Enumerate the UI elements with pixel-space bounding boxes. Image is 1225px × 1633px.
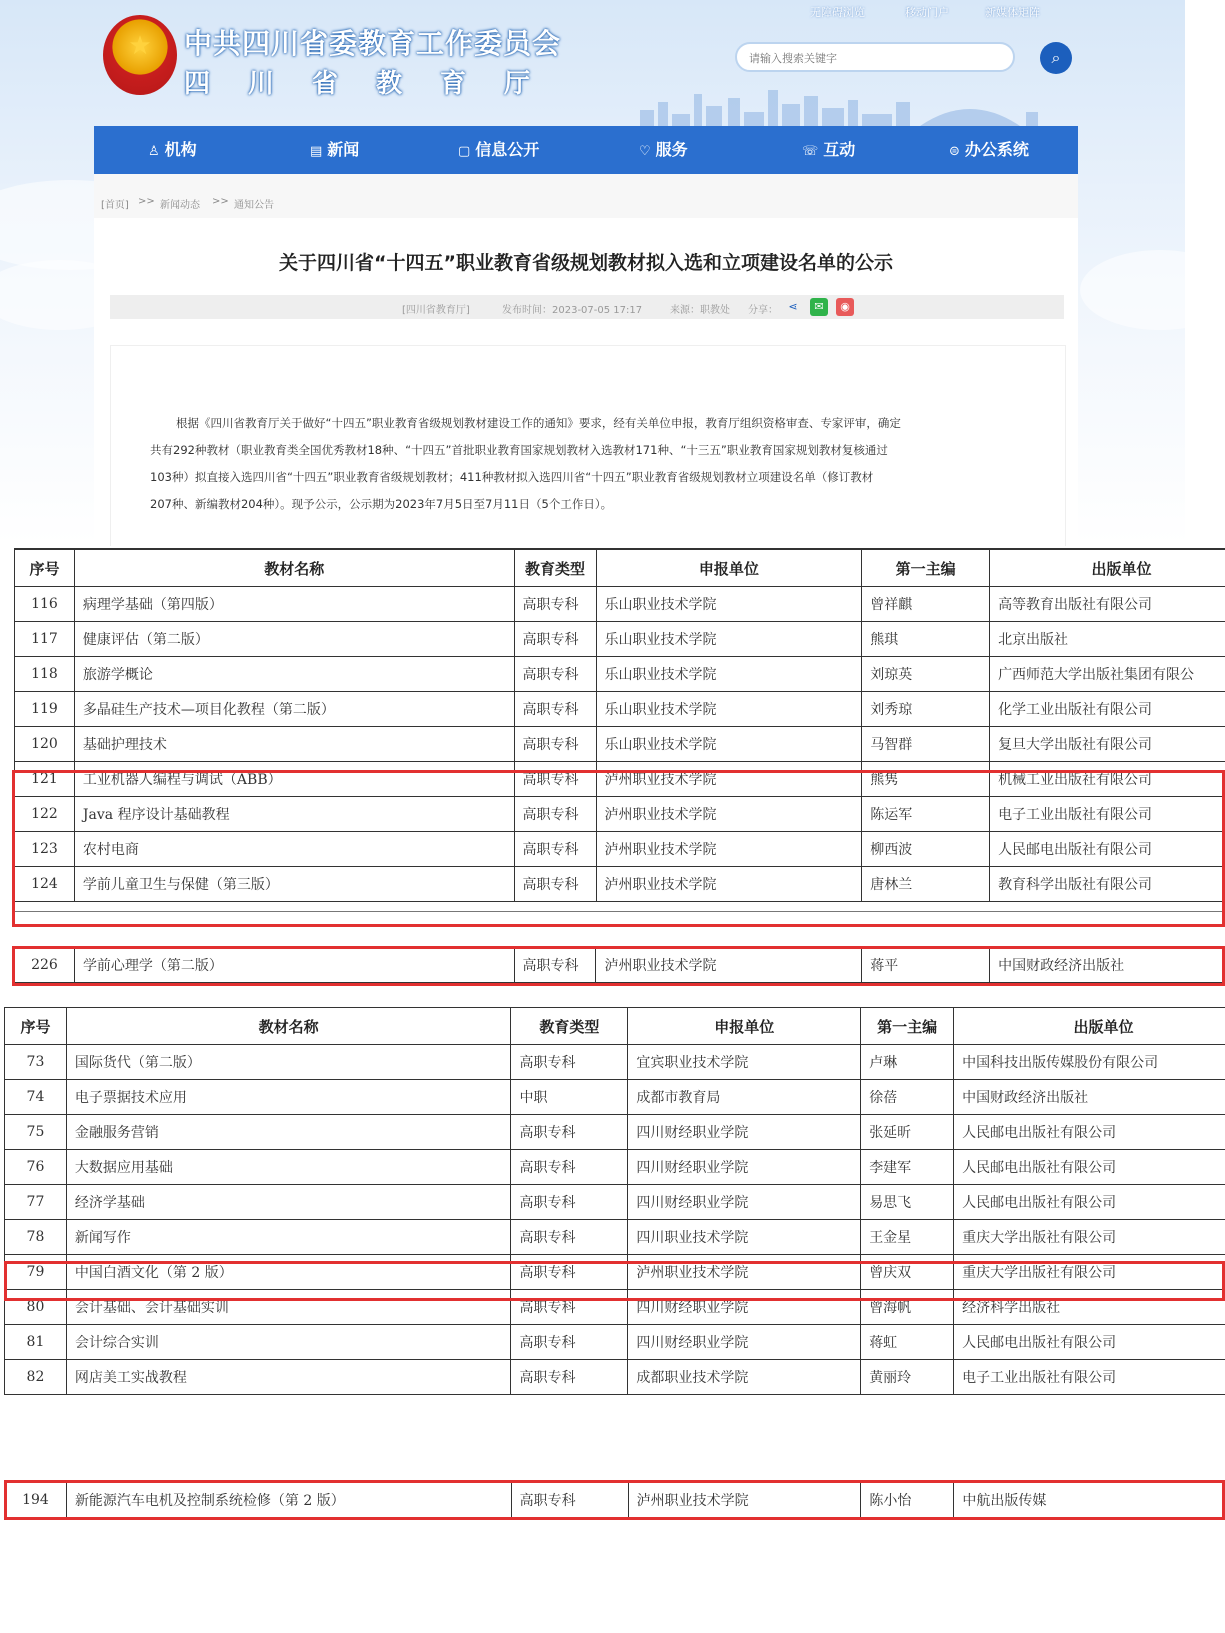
cell-index: 73	[5, 1045, 67, 1080]
cell-index: 194	[5, 1483, 67, 1518]
cell-title: 会计综合实训	[66, 1325, 511, 1360]
article-paragraph	[150, 410, 1030, 518]
cell-edu-type: 高职专科	[514, 797, 596, 832]
textbook-table-2-extra	[4, 1482, 1225, 1518]
cell-editor: 李建军	[861, 1150, 954, 1185]
cell-publisher: 人民邮电出版社有限公司	[954, 1115, 1225, 1150]
col-header-title: 教材名称	[74, 549, 514, 587]
cell-index: 78	[5, 1220, 67, 1255]
table-row	[15, 727, 1225, 762]
cell-editor: 蒋虹	[861, 1325, 954, 1360]
cell-index: 76	[5, 1150, 67, 1185]
cell-editor: 唐林兰	[862, 867, 990, 902]
org-icon: ♙	[148, 144, 160, 159]
cell-editor: 徐蓓	[861, 1080, 954, 1115]
weibo-icon[interactable]: ◉	[836, 298, 854, 316]
nav-item-org[interactable]	[148, 126, 197, 174]
table-row	[5, 1185, 1225, 1220]
cell-index: 116	[15, 587, 75, 622]
cell-index: 121	[15, 762, 75, 797]
col-header-edu-type: 教育类型	[514, 549, 596, 587]
article-title: 关于四川省“十四五”职业教育省级规划教材拟入选和立项建设名单的公示	[279, 252, 893, 274]
breadcrumb-notices[interactable]: 通知公告	[234, 200, 274, 211]
office-icon: ⊜	[949, 144, 960, 159]
col-header-applicant: 申报单位	[596, 549, 862, 587]
textbook-table-1-extra	[14, 947, 1225, 983]
cell-editor: 柳西波	[862, 832, 990, 867]
cell-publisher: 复旦大学出版社有限公司	[990, 727, 1225, 762]
cell-edu-type: 高职专科	[511, 1255, 628, 1290]
cell-applicant: 乐山职业技术学院	[596, 622, 862, 657]
cell-edu-type: 高职专科	[514, 587, 596, 622]
table-row	[5, 1045, 1225, 1080]
wechat-icon[interactable]: ✉	[810, 298, 828, 316]
cell-applicant: 泸州职业技术学院	[596, 797, 862, 832]
cell-publisher: 北京出版社	[990, 622, 1225, 657]
cell-publisher: 广西师范大学出版社集团有限公	[990, 657, 1225, 692]
table-row	[15, 657, 1225, 692]
cell-index: 124	[15, 867, 75, 902]
cell-applicant: 泸州职业技术学院	[628, 1255, 861, 1290]
cell-applicant: 泸州职业技术学院	[596, 867, 862, 902]
cell-editor: 黄丽玲	[861, 1360, 954, 1395]
cell-applicant: 宜宾职业技术学院	[628, 1045, 861, 1080]
cell-applicant: 泸州职业技术学院	[628, 1483, 861, 1518]
col-header-index: 序号	[5, 1008, 67, 1045]
cell-edu-type: 高职专科	[511, 1115, 628, 1150]
cell-publisher: 中国科技出版传媒股份有限公司	[954, 1045, 1225, 1080]
paragraph-line: 103种）拟直接入选四川省“十四五”职业教育省级规划教材；411种教材拟入选四川省“十四五”职业教育省级规划教材立项建设名单（修订教材	[150, 470, 874, 484]
cell-publisher: 人民邮电出版社有限公司	[954, 1150, 1225, 1185]
cell-publisher: 重庆大学出版社有限公司	[954, 1255, 1225, 1290]
cell-title: 网店美工实战教程	[66, 1360, 511, 1395]
accessibility-link[interactable]: 无障碍浏览	[810, 6, 865, 19]
nav-item-interact[interactable]	[802, 126, 855, 174]
table-row	[15, 622, 1225, 657]
cell-title: Java 程序设计基础教程	[74, 797, 514, 832]
cell-editor: 刘秀琼	[862, 692, 990, 727]
cell-applicant: 泸州职业技术学院	[596, 832, 862, 867]
breadcrumb-separator: >>	[138, 196, 155, 207]
cell-index: 117	[15, 622, 75, 657]
cell-edu-type: 高职专科	[511, 1185, 628, 1220]
breadcrumb	[94, 174, 1078, 218]
cell-title: 金融服务营销	[66, 1115, 511, 1150]
cell-edu-type: 高职专科	[511, 1360, 628, 1395]
share-icon[interactable]: ⋖	[788, 300, 798, 313]
cell-applicant: 成都市教育局	[628, 1080, 861, 1115]
table-row	[5, 1220, 1225, 1255]
cell-index: 82	[5, 1360, 67, 1395]
cell-editor: 张延昕	[861, 1115, 954, 1150]
cell-title: 农村电商	[74, 832, 514, 867]
cloud-decoration	[1080, 250, 1225, 330]
cell-title: 新能源汽车电机及控制系统检修（第 2 版）	[66, 1483, 511, 1518]
paragraph-line: 207种、新编教材204种）。现予公示，公示期为2023年7月5日至7月11日（5个工作日）。	[150, 497, 613, 511]
cell-edu-type: 高职专科	[511, 1290, 628, 1325]
table-row	[15, 692, 1225, 727]
cell-edu-type: 高职专科	[514, 762, 596, 797]
col-header-index: 序号	[15, 549, 75, 587]
cell-editor: 陈小怡	[861, 1483, 954, 1518]
cell-title: 健康评估（第二版）	[74, 622, 514, 657]
table-row	[15, 832, 1225, 867]
cell-applicant: 乐山职业技术学院	[596, 727, 862, 762]
cell-index: 74	[5, 1080, 67, 1115]
cell-editor: 曾海帆	[861, 1290, 954, 1325]
mobile-portal-link[interactable]: 移动门户	[905, 6, 949, 19]
cell-title: 工业机器人编程与调试（ABB）	[74, 762, 514, 797]
nav-item-label: 办公系统	[964, 140, 1029, 159]
table-row	[15, 797, 1225, 832]
col-header-publisher: 出版单位	[990, 549, 1225, 587]
table-break-line	[14, 911, 1225, 912]
search-input[interactable]	[747, 51, 1001, 66]
cell-edu-type: 高职专科	[514, 692, 596, 727]
national-emblem-icon: ★	[103, 15, 177, 95]
city-skyline-decoration	[640, 88, 1060, 126]
meta-origin: 来源：职教处	[670, 305, 730, 316]
cell-applicant: 泸州职业技术学院	[596, 948, 862, 983]
cell-applicant: 四川财经职业学院	[628, 1115, 861, 1150]
nav-item-label: 服务	[655, 140, 688, 159]
cell-publisher: 重庆大学出版社有限公司	[954, 1220, 1225, 1255]
cell-editor: 陈运军	[862, 797, 990, 832]
cell-publisher: 电子工业出版社有限公司	[954, 1360, 1225, 1395]
cell-title: 会计基础、会计基础实训	[66, 1290, 511, 1325]
cell-applicant: 四川财经职业学院	[628, 1150, 861, 1185]
cell-title: 学前儿童卫生与保健（第三版）	[74, 867, 514, 902]
search-box	[735, 42, 1015, 72]
table-header-row	[5, 1008, 1225, 1045]
col-header-edu-type: 教育类型	[511, 1008, 628, 1045]
meta-share-label: 分享：	[748, 305, 778, 316]
table-row	[15, 948, 1225, 983]
news-icon: ▤	[310, 144, 323, 159]
cell-editor: 易思飞	[861, 1185, 954, 1220]
cell-index: 120	[15, 727, 75, 762]
table-header-row	[15, 549, 1225, 587]
breadcrumb-separator: >>	[212, 196, 229, 207]
cell-edu-type: 高职专科	[514, 832, 596, 867]
cell-editor: 刘琼英	[862, 657, 990, 692]
cell-index: 226	[15, 948, 75, 983]
cell-edu-type: 高职专科	[514, 727, 596, 762]
info-icon: ▢	[458, 144, 471, 159]
col-header-editor: 第一主编	[861, 1008, 954, 1045]
search-icon[interactable]: ⌕	[1040, 42, 1072, 74]
breadcrumb-home[interactable]: [首页]	[101, 200, 129, 211]
cell-editor: 卢琳	[861, 1045, 954, 1080]
cell-publisher: 人民邮电出版社有限公司	[990, 832, 1225, 867]
col-header-editor: 第一主编	[862, 549, 990, 587]
table-row	[5, 1483, 1225, 1518]
cell-edu-type: 高职专科	[514, 948, 596, 983]
cell-editor: 熊琪	[862, 622, 990, 657]
cell-editor: 蒋平	[862, 948, 990, 983]
meta-source: [四川省教育厅]	[402, 305, 470, 316]
breadcrumb-news[interactable]: 新闻动态	[160, 200, 200, 211]
cell-title: 电子票据技术应用	[66, 1080, 511, 1115]
cell-applicant: 乐山职业技术学院	[596, 657, 862, 692]
table-row	[5, 1255, 1225, 1290]
textbook-table-2	[4, 1007, 1225, 1395]
cell-index: 79	[5, 1255, 67, 1290]
cell-applicant: 四川职业技术学院	[628, 1220, 861, 1255]
cell-applicant: 乐山职业技术学院	[596, 692, 862, 727]
nav-item-label: 机构	[164, 140, 197, 159]
cell-edu-type: 高职专科	[511, 1483, 628, 1518]
cell-title: 国际货代（第二版）	[66, 1045, 511, 1080]
nav-item-office[interactable]	[949, 126, 1029, 174]
table-row	[15, 867, 1225, 902]
paragraph-line: 根据《四川省教育厅关于做好“十四五”职业教育省级规划教材建设工作的通知》要求，经有关单位申报，教育厅组织资格审查、专家评审，确定	[176, 416, 901, 430]
new-media-link[interactable]: 新媒体矩阵	[985, 6, 1040, 19]
nav-item-label: 新闻	[327, 140, 360, 159]
textbook-table-1	[14, 548, 1225, 902]
nav-item-news[interactable]	[310, 126, 359, 174]
cell-editor: 马智群	[862, 727, 990, 762]
cell-applicant: 成都职业技术学院	[628, 1360, 861, 1395]
cell-edu-type: 高职专科	[514, 622, 596, 657]
cell-editor: 曾庆双	[861, 1255, 954, 1290]
org-name-line2: 四川省教育厅	[184, 69, 569, 99]
cell-title: 中国白酒文化（第 2 版）	[66, 1255, 511, 1290]
cell-title: 新闻写作	[66, 1220, 511, 1255]
nav-item-info[interactable]	[458, 126, 539, 174]
cell-edu-type: 高职专科	[511, 1220, 628, 1255]
cell-title: 基础护理技术	[74, 727, 514, 762]
cell-applicant: 四川财经职业学院	[628, 1325, 861, 1360]
cell-index: 77	[5, 1185, 67, 1220]
table-row	[5, 1150, 1225, 1185]
cell-title: 大数据应用基础	[66, 1150, 511, 1185]
cell-edu-type: 高职专科	[511, 1150, 628, 1185]
cell-publisher: 中国财政经济出版社	[990, 948, 1225, 983]
cell-applicant: 泸州职业技术学院	[596, 762, 862, 797]
service-icon: ♡	[639, 144, 651, 159]
cell-applicant: 四川财经职业学院	[628, 1290, 861, 1325]
cell-publisher: 中国财政经济出版社	[954, 1080, 1225, 1115]
cell-publisher: 高等教育出版社有限公司	[990, 587, 1225, 622]
table-row	[5, 1325, 1225, 1360]
cell-publisher: 机械工业出版社有限公司	[990, 762, 1225, 797]
main-nav	[94, 126, 1078, 174]
cell-title: 多晶硅生产技术—项目化教程（第二版）	[74, 692, 514, 727]
cell-publisher: 教育科学出版社有限公司	[990, 867, 1225, 902]
cell-title: 经济学基础	[66, 1185, 511, 1220]
table-row	[5, 1290, 1225, 1325]
cell-index: 118	[15, 657, 75, 692]
cell-index: 75	[5, 1115, 67, 1150]
table-row	[5, 1360, 1225, 1395]
cell-publisher: 中航出版传媒	[954, 1483, 1225, 1518]
chat-icon: ☏	[802, 144, 819, 159]
cell-index: 122	[15, 797, 75, 832]
col-header-title: 教材名称	[66, 1008, 511, 1045]
cell-editor: 曾祥麒	[862, 587, 990, 622]
cell-publisher: 经济科学出版社	[954, 1290, 1225, 1325]
cell-edu-type: 中职	[511, 1080, 628, 1115]
cell-editor: 王金星	[861, 1220, 954, 1255]
cell-index: 119	[15, 692, 75, 727]
cell-applicant: 四川财经职业学院	[628, 1185, 861, 1220]
cell-index: 81	[5, 1325, 67, 1360]
nav-item-label: 信息公开	[475, 140, 540, 159]
nav-item-service[interactable]	[639, 126, 688, 174]
table-row	[5, 1115, 1225, 1150]
org-name-line1: 中共四川省委教育工作委员会	[184, 27, 562, 60]
cell-publisher: 人民邮电出版社有限公司	[954, 1325, 1225, 1360]
cell-applicant: 乐山职业技术学院	[596, 587, 862, 622]
table-row	[5, 1080, 1225, 1115]
cell-edu-type: 高职专科	[514, 657, 596, 692]
cell-publisher: 化学工业出版社有限公司	[990, 692, 1225, 727]
nav-item-label: 互动	[823, 140, 856, 159]
meta-date: 发布时间：2023-07-05 17:17	[502, 305, 643, 316]
cell-index: 80	[5, 1290, 67, 1325]
cell-editor: 熊隽	[862, 762, 990, 797]
col-header-applicant: 申报单位	[628, 1008, 861, 1045]
table-row	[15, 587, 1225, 622]
cell-publisher: 电子工业出版社有限公司	[990, 797, 1225, 832]
cell-title: 学前心理学（第二版）	[74, 948, 514, 983]
table-row	[15, 762, 1225, 797]
col-header-publisher: 出版单位	[954, 1008, 1225, 1045]
cell-edu-type: 高职专科	[511, 1045, 628, 1080]
cell-index: 123	[15, 832, 75, 867]
cell-title: 旅游学概论	[74, 657, 514, 692]
cell-edu-type: 高职专科	[514, 867, 596, 902]
article-meta	[110, 295, 1064, 319]
cell-edu-type: 高职专科	[511, 1325, 628, 1360]
paragraph-line: 共有292种教材（职业教育类全国优秀教材18种、“十四五”首批职业教育国家规划教材入选教材171种、“十三五”职业教育国家规划教材复核通过	[150, 443, 888, 457]
cell-title: 病理学基础（第四版）	[74, 587, 514, 622]
cell-publisher: 人民邮电出版社有限公司	[954, 1185, 1225, 1220]
